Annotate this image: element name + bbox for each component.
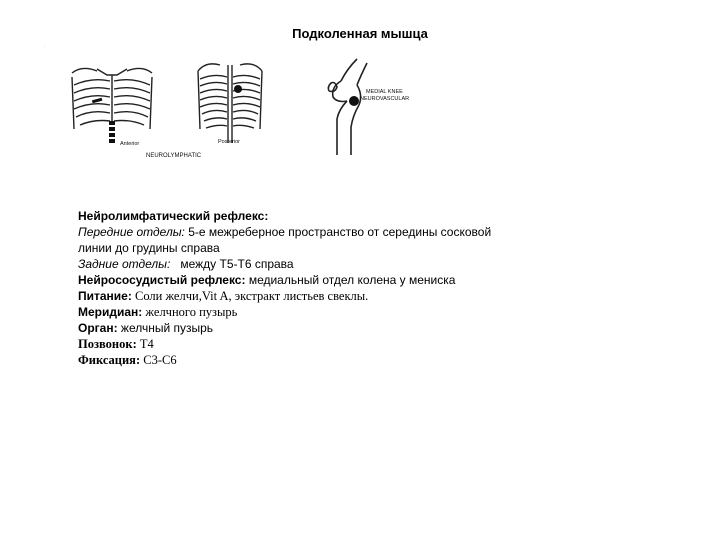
posterior-label: Posterior: [218, 139, 241, 145]
organ-label: Орган:: [78, 321, 118, 335]
anterior-label: Anterior: [120, 141, 140, 147]
front-text-cont: линии до грудины справа: [78, 241, 220, 255]
nutrition-text: Соли желчи,Vit A, экстракт листьев свеклы.: [131, 289, 369, 303]
front-label: Передние отделы:: [78, 225, 185, 239]
organ-section: [78, 320, 548, 336]
back-text: между Т5-Т6 справа: [170, 257, 294, 271]
nutrition-section: [78, 288, 548, 304]
neurolymphatic-label: NEUROLYMPHATIC: [146, 153, 202, 159]
vertebra-text: Т4: [136, 337, 154, 351]
anterior-ribcage-figure: [62, 63, 162, 153]
knee-figure: [317, 57, 397, 157]
reflex-info: [78, 208, 548, 368]
fixation-section: [78, 352, 548, 368]
meridian-section: [78, 304, 548, 320]
meridian-label: Меридиан:: [78, 305, 143, 319]
neurovascular-label: Нейрососудистый рефлекс:: [78, 273, 246, 287]
fixation-label: Фиксация:: [78, 353, 141, 367]
knee-label-1: MEDIAL KNEE: [366, 89, 403, 95]
front-section: [78, 224, 548, 240]
neurolymphatic-heading: Нейролимфатический рефлекс:: [78, 209, 269, 223]
decorative-mark: ·: [44, 44, 46, 50]
neurovascular-section: [78, 272, 548, 288]
back-label: Задние отделы:: [78, 257, 171, 271]
back-section: [78, 256, 548, 272]
meridian-text: желчного пузырь: [142, 305, 238, 319]
front-text: 5-е межреберное пространство от середины сосковой: [184, 225, 492, 239]
vertebra-section: [78, 336, 548, 352]
fixation-text: С3-С6: [140, 353, 177, 367]
nutrition-label: Питание:: [78, 289, 132, 303]
page-title: Подколенная мышца: [292, 26, 428, 41]
posterior-ribcage-figure: [190, 59, 270, 149]
illustrations: [62, 55, 462, 165]
knee-label-2: NEUROVASCULAR: [360, 96, 410, 102]
vertebra-label: Позвонок:: [78, 337, 137, 351]
neurovascular-text: медиальный отдел колена у мениска: [245, 273, 456, 287]
organ-text: желчный пузырь: [117, 321, 214, 335]
